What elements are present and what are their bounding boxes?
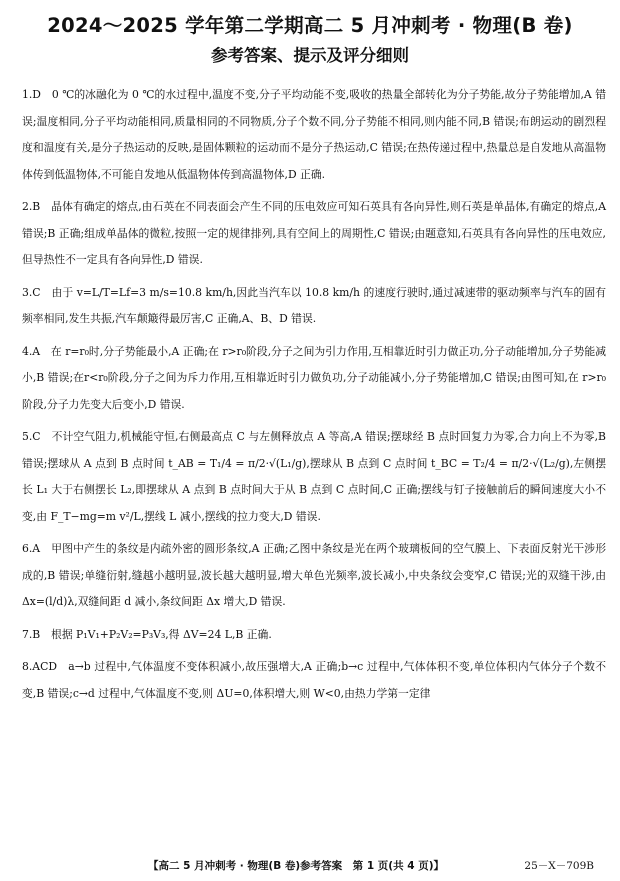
answer-item: 4.A 在 r=r₀时,分子势能最小,A 正确;在 r>r₀阶段,分子之间为引力作用,互相靠近时引力做正功,分子动能增加,分子势能减小,B 错误;在r<r₀阶段,分子之间为斥力作用,互相靠近时引力做负功,分子动能减小,分子势能增加,C 错误;由图可知,在 r>r₀阶段,分子力先变大后变小,D 错误. (22, 344, 606, 411)
answer-item: 1.D 0 ℃的冰融化为 0 ℃的水过程中,温度不变,分子平均动能不变,吸收的热量全部转化为分子势能,故分子势能增加,A 错误;温度相同,分子平均动能相同,质量相同的不同物质,分子个数不同,分子势能不相同,则内能不同,B 错误;布朗运动的剧烈程度和温度有关,是分子热运动的反映,是固体颗粒的运动而不是分子热运动,C 错误;在热传递过程中,热量总是自发地从高温物体传到低温物体,不可能自发地从低温物体传到高温物体,D 正确. (22, 88, 606, 181)
footer-code: 25－X－709B (524, 860, 594, 872)
answer-item: 7.B 根据 P₁V₁+P₂V₂=P₃V₃,得 ΔV=24 L,B 正确. (22, 627, 272, 641)
page-title: 2024～2025 学年第二学期高二 5 月冲刺考 · 物理(B 卷) (47, 14, 573, 37)
page-subtitle: 参考答案、提示及评分细则 (211, 46, 409, 65)
answer-list (22, 82, 606, 713)
answer-item: 6.A 甲图中产生的条纹是内疏外密的圆形条纹,A 正确;乙图中条纹是光在两个玻璃板间的空气膜上、下表面反射光干涉形成的,B 错误;单缝衍射,缝越小越明显,波长越大越明显,增大单色光频率,波长减小,中央条纹会变窄,C 错误;光的双缝干涉,由 Δx=(l/d)λ,双缝间距 d 减小,条纹间距 Δx 增大,D 错误. (22, 542, 606, 608)
answer-item: 2.B 晶体有确定的熔点,由石英在不同表面会产生不同的压电效应可知石英具有各向异性,则石英是单晶体,有确定的熔点,A 错误;B 正确;组成单晶体的微粒,按照一定的规律排列,具有空间上的周期性,C 错误;由题意知,石英具有各向异性的压电效应,但导热性不一定具有各向异性,D 错误. (22, 200, 606, 266)
answer-item: 3.C 由于 v=L/T=Lf=3 m/s=10.8 km/h,因此当汽车以 10.8 km/h 的速度行驶时,通过减速带的驱动频率与汽车的固有频率相同,发生共振,汽车颠簸得最厉害,C 正确,A、B、D 错误. (22, 285, 606, 325)
answer-item: 8.ACD a→b 过程中,气体温度不变体积减小,故压强增大,A 正确;b→c 过程中,气体体积不变,单位体积内气体分子个数不变,B 错误;c→d 过程中,气体温度不变,则 ΔU=0,体积增大,则 W<0,由热力学第一定律 (22, 660, 606, 700)
footer-page-info: 【高二 5 月冲刺考 · 物理(B 卷)参考答案 第 1 页(共 4 页)】 (148, 860, 445, 872)
answer-item: 5.C 不计空气阻力,机械能守恒,右侧最高点 C 与左侧释放点 A 等高,A 错误;摆球经 B 点时回复力为零,合力向上不为零,B 错误;摆球从 A 点到 B 点时间 t_AB = T₁/4 = π/2·√(L₁/g),摆球从 B 点到 C 点时间 t_BC = T₂/4 = π/2·√(L₂/g),左侧摆长 L₁ 大于右侧摆长 L₂,即摆球从 A 点到 B 点时间大于从 B 点到 C 点时间,C 正确;摆线与钉子接触前后的瞬间速度大小不变,由 F_T−mg=m v²/L,摆线 L 减小,摆线的拉力变大,D 错误. (22, 430, 606, 523)
